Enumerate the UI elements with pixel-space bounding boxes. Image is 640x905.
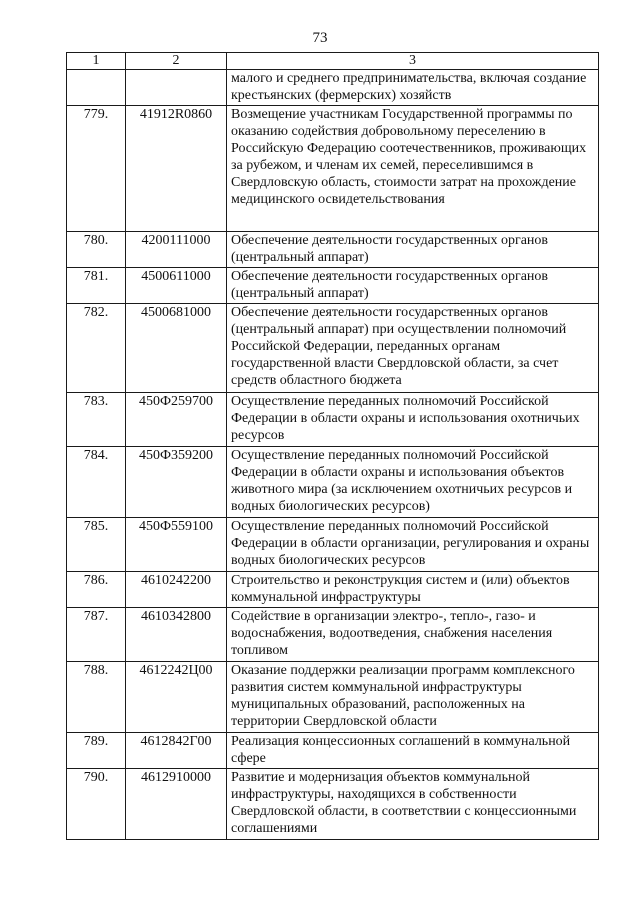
row-description: Оказание поддержки реализации программ комплексного развития систем коммунальной инфраструктуры муниципальных образований, расположенных на территории Свердловской области: [227, 662, 599, 733]
row-code: 41912R0860: [126, 106, 227, 232]
table-row: [67, 106, 599, 232]
row-number: [67, 70, 126, 106]
row-code: 4610342800: [126, 608, 227, 662]
row-code: 450Ф559100: [126, 518, 227, 572]
row-description: Осуществление переданных полномочий Российской Федерации в области охраны и использования охотничьих ресурсов: [227, 393, 599, 447]
row-description: Возмещение участникам Государственной программы по оказанию содействия добровольному переселению в Российскую Федерацию соотечественников, проживающих за рубежом, и членам их семей, переселившимся в Свердловскую область, стоимости затрат на прохождение медицинского освидетельствования: [227, 106, 599, 232]
row-number: 782.: [67, 304, 126, 393]
row-description: Обеспечение деятельности государственных органов (центральный аппарат): [227, 232, 599, 268]
row-code: 4610242200: [126, 572, 227, 608]
row-description: Развитие и модернизация объектов коммунальной инфраструктуры, находящихся в собственности Свердловской области, в соответствии с концессионными соглашениями: [227, 769, 599, 840]
row-number: 789.: [67, 733, 126, 769]
table-row: [67, 733, 599, 769]
row-number: 786.: [67, 572, 126, 608]
table-row: [67, 662, 599, 733]
row-description: Содействие в организации электро-, тепло-, газо- и водоснабжения, водоотведения, снабжения населения топливом: [227, 608, 599, 662]
table-row: [67, 572, 599, 608]
row-code: 4612910000: [126, 769, 227, 840]
row-number: 787.: [67, 608, 126, 662]
table-row: [67, 518, 599, 572]
table-row: [67, 608, 599, 662]
table-row: [67, 304, 599, 393]
row-code: 4612242Ц00: [126, 662, 227, 733]
row-number: 784.: [67, 447, 126, 518]
column-header-2: 2: [126, 53, 227, 70]
table-row: [67, 268, 599, 304]
row-number: 780.: [67, 232, 126, 268]
table-row: [67, 70, 599, 106]
row-number: 788.: [67, 662, 126, 733]
row-description: Строительство и реконструкция систем и (или) объектов коммунальной инфраструктуры: [227, 572, 599, 608]
row-description: Осуществление переданных полномочий Российской Федерации в области охраны и использования объектов животного мира (за исключением охотничьих ресурсов и водных биологических ресурсов): [227, 447, 599, 518]
row-number: 779.: [67, 106, 126, 232]
row-description: малого и среднего предпринимательства, включая создание крестьянских (фермерских) хозяйств: [227, 70, 599, 106]
row-code: 450Ф359200: [126, 447, 227, 518]
table-row: [67, 232, 599, 268]
budget-codes-table: [66, 52, 599, 840]
row-number: 790.: [67, 769, 126, 840]
row-code: 450Ф259700: [126, 393, 227, 447]
row-code: 4612842Г00: [126, 733, 227, 769]
table-row: [67, 769, 599, 840]
row-description: Обеспечение деятельности государственных органов (центральный аппарат) при осуществлении полномочий Российской Федерации, переданных органам государственной власти Свердловской области, за счет средств областного бюджета: [227, 304, 599, 393]
row-code: [126, 70, 227, 106]
row-number: 785.: [67, 518, 126, 572]
table-header-row: [67, 53, 599, 70]
column-header-1: 1: [67, 53, 126, 70]
table-row: [67, 393, 599, 447]
page-number: 73: [312, 30, 328, 46]
row-number: 783.: [67, 393, 126, 447]
row-number: 781.: [67, 268, 126, 304]
row-code: 4200111000: [126, 232, 227, 268]
row-description: Обеспечение деятельности государственных органов (центральный аппарат): [227, 268, 599, 304]
row-description: Осуществление переданных полномочий Российской Федерации в области организации, регулирования и охраны водных биологических ресурсов: [227, 518, 599, 572]
row-code: 4500611000: [126, 268, 227, 304]
column-header-3: 3: [227, 53, 599, 70]
row-description: Реализация концессионных соглашений в коммунальной сфере: [227, 733, 599, 769]
row-code: 4500681000: [126, 304, 227, 393]
table-row: [67, 447, 599, 518]
